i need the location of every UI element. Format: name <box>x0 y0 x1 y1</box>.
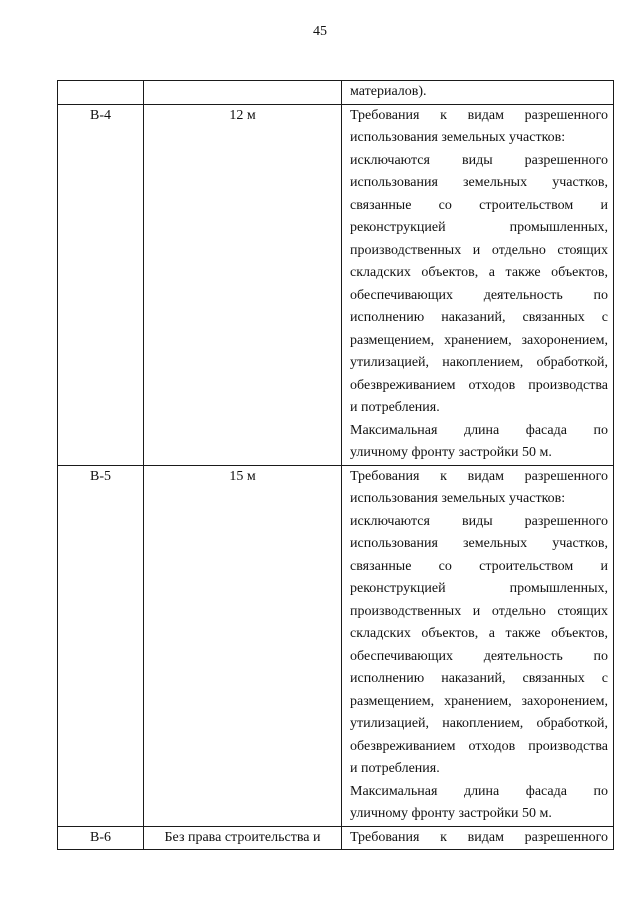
requirements-cell <box>342 104 614 465</box>
requirements-line: исключаются виды разрешенного <box>350 513 608 529</box>
requirements-line: использования земельных участков: <box>350 491 566 506</box>
max-height: 12 м <box>229 107 256 123</box>
height-cell <box>144 104 342 465</box>
zone-code: В-6 <box>90 829 111 845</box>
requirements-line: складских объектов, а также объектов, <box>350 626 608 641</box>
table-row <box>58 826 614 850</box>
zone-code: В-5 <box>90 468 111 484</box>
requirements-line: Максимальная длина фасада по <box>350 783 608 799</box>
requirements-line: и потребления. <box>350 761 440 776</box>
zoning-table <box>57 80 614 850</box>
requirements-line: утилизацией, накоплением, обработкой, <box>350 355 608 370</box>
table-row <box>58 81 614 105</box>
table-row <box>58 465 614 826</box>
requirements-line: размещением, хранением, захоронением, <box>350 332 608 348</box>
requirements-cell <box>342 81 614 105</box>
max-height: Без права строительства и <box>164 829 321 845</box>
requirements-line: реконструкцией промышленных, <box>350 220 608 235</box>
requirements-line: размещением, хранением, захоронением, <box>350 693 608 709</box>
requirements-cell <box>342 826 614 850</box>
requirements-line: связанные со строительством и <box>350 558 608 574</box>
zone-code-cell <box>58 465 144 826</box>
zone-code-cell <box>58 81 144 105</box>
zone-code-cell <box>58 104 144 465</box>
requirements-line: обезвреживанием отходов производства <box>350 377 608 393</box>
requirements-line: производственных и отдельно стоящих <box>350 603 608 619</box>
requirements-line: и потребления. <box>350 400 440 415</box>
requirements-line: Максимальная длина фасада по <box>350 422 608 438</box>
requirements-line: исполнению наказаний, связанных с <box>350 310 608 325</box>
height-cell <box>144 81 342 105</box>
requirements-cell <box>342 465 614 826</box>
zone-code: В-4 <box>90 107 111 123</box>
requirements-line: уличному фронту застройки 50 м. <box>350 806 552 821</box>
requirements-line: реконструкцией промышленных, <box>350 581 608 596</box>
requirements-line: обеспечивающих деятельность по <box>350 287 608 303</box>
requirements-line: связанные со строительством и <box>350 197 608 213</box>
requirements-line: обеспечивающих деятельность по <box>350 648 608 664</box>
requirements-line: Требования к видам разрешенного <box>350 829 608 845</box>
requirements-line: материалов). <box>350 84 427 99</box>
requirements-line: Требования к видам разрешенного <box>350 468 608 484</box>
height-cell <box>144 826 342 850</box>
requirements-line: использования земельных участков, <box>350 175 608 190</box>
requirements-line: складских объектов, а также объектов, <box>350 265 608 280</box>
page-number: 45 <box>313 24 327 39</box>
table-row <box>58 104 614 465</box>
requirements-line: использования земельных участков, <box>350 536 608 551</box>
requirements-line: Требования к видам разрешенного <box>350 107 608 123</box>
requirements-line: уличному фронту застройки 50 м. <box>350 445 552 460</box>
requirements-line: исполнению наказаний, связанных с <box>350 671 608 686</box>
max-height: 15 м <box>229 468 256 484</box>
height-cell <box>144 465 342 826</box>
requirements-line: обезвреживанием отходов производства <box>350 738 608 754</box>
requirements-line: утилизацией, накоплением, обработкой, <box>350 716 608 731</box>
requirements-line: производственных и отдельно стоящих <box>350 242 608 258</box>
requirements-line: исключаются виды разрешенного <box>350 152 608 168</box>
requirements-line: использования земельных участков: <box>350 130 566 145</box>
zone-code-cell <box>58 826 144 850</box>
